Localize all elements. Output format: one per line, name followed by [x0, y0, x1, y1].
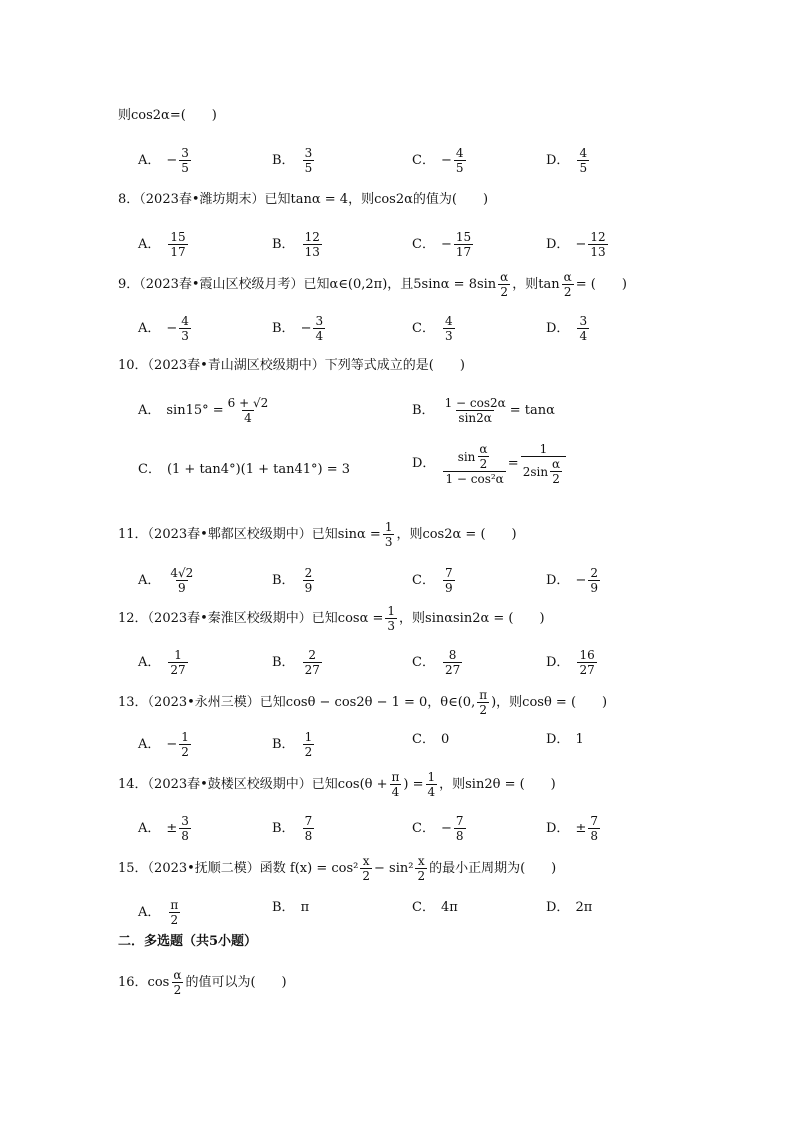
q11-option-a: [138, 566, 197, 595]
q15-option-d: [546, 898, 592, 918]
option-fraction: $\frac{\pi}{2}$: [170, 898, 179, 927]
option-sign: −: [575, 572, 587, 588]
option-fraction: $\frac{2}{9}$: [304, 566, 313, 595]
option-fraction: $\frac{1}{2}$: [304, 730, 313, 759]
option-label: B．: [272, 320, 295, 336]
option-sign: −: [166, 320, 178, 336]
option-fraction: $\frac{7}{8}$: [455, 814, 464, 843]
option-label: D．: [546, 572, 570, 588]
q10-option-c: C． (1 + tan4°)(1 + tan41°) = 3: [138, 462, 351, 477]
option-fraction: $\frac{15}{17}$: [455, 230, 472, 259]
q10-stem: 10．（2023春•青山湖区校级期中）下列等式成立的是( ): [118, 358, 465, 373]
option-fraction: $\frac{7}{8}$: [304, 814, 313, 843]
option-label: B．: [272, 736, 295, 752]
q10-option-a: A． sin15° = $\frac{6 + √2}{4}$: [138, 396, 269, 425]
q9-option-d: [546, 314, 591, 343]
option-fraction: $\frac{3}{8}$: [181, 814, 189, 843]
q12-option-d: [546, 648, 599, 677]
q9-option-a: [138, 314, 193, 343]
option-label: B．: [272, 820, 295, 836]
option-value: 4π: [440, 900, 458, 915]
option-label: B．: [272, 572, 295, 588]
option-label: D．: [546, 320, 570, 336]
option-value: 1: [575, 732, 584, 747]
option-label: C．: [412, 152, 435, 168]
q15-option-c: [412, 898, 458, 918]
q9-option-c: [412, 314, 457, 343]
option-label: A．: [138, 236, 161, 252]
option-fraction: $\frac{12}{13}$: [304, 230, 320, 259]
q15-option-a: [138, 898, 182, 927]
option-label: D．: [546, 732, 570, 747]
q16-stem: 16．cos $\frac{\alpha}{2}$ 的值可以为( ): [118, 968, 287, 997]
q13-option-c: [412, 730, 449, 750]
option-value: 2π: [575, 900, 593, 915]
option-fraction: $\frac{4}{3}$: [444, 314, 453, 343]
q7-option-d: [546, 146, 591, 175]
option-fraction: $\frac{8}{27}$: [444, 648, 461, 677]
option-label: A．: [138, 736, 161, 752]
q8-stem: 8．（2023春•潍坊期末）已知tanα = 4，则cos2α的值为( ): [118, 192, 489, 207]
option-label: B．: [272, 900, 295, 915]
q7-option-a: [138, 146, 193, 175]
option-label: A．: [138, 152, 161, 168]
q12-option-c: [412, 648, 464, 677]
option-fraction: $\frac{4√2}{9}$: [170, 566, 194, 595]
q13-option-b: [272, 730, 316, 759]
q14-option-d: [546, 814, 602, 843]
q9-stem-frac2: $\frac{\alpha}{2}$: [563, 270, 572, 299]
q14-stem: 14．（2023春•鼓楼区校级期中）已知cos(θ + $\frac{\pi}{4}$ ) = $\frac{1}{4}$ ，则sin2θ = ( ): [118, 770, 556, 799]
option-label: A．: [138, 320, 161, 336]
q14-option-b: [272, 814, 316, 843]
option-label: D．: [546, 152, 570, 168]
option-fraction: $\frac{3}{4}$: [579, 314, 588, 343]
option-sign: −: [300, 320, 312, 336]
q13-option-a: [138, 730, 193, 759]
option-label: D．: [546, 654, 570, 670]
q13-option-d: [546, 730, 584, 750]
option-sign: −: [575, 236, 587, 252]
option-label: A．: [138, 572, 161, 588]
option-fraction: $\frac{1}{2}$: [181, 730, 189, 759]
option-label: B．: [272, 654, 295, 670]
option-fraction: $\frac{3}{5}$: [181, 146, 189, 175]
q10-option-b: B． $\frac{1 - \cos 2\alpha}{\sin 2\alpha}$ = tanα: [412, 396, 555, 425]
option-sign: −: [440, 236, 452, 252]
q12-option-b: [272, 648, 324, 677]
q9-stem-frac1: $\frac{\alpha}{2}$: [500, 270, 509, 299]
q11-option-b: [272, 566, 316, 595]
option-sign: −: [440, 820, 452, 836]
option-fraction: $\frac{2}{27}$: [304, 648, 320, 677]
q7-stem-tail: 则cos2α=( ): [118, 108, 217, 123]
q10-option-d: D． sin $\frac{\alpha}{2}$ 1 − cos²α = 1 2sin $\frac{\alpha}{2}$: [412, 442, 568, 486]
q8-option-d: [546, 230, 610, 259]
option-fraction: $\frac{4}{3}$: [181, 314, 189, 343]
option-label: C．: [412, 572, 435, 588]
q14-option-a: [138, 814, 193, 843]
q8-option-b: [272, 230, 324, 259]
q14-option-c: [412, 814, 468, 843]
q7-option-c: [412, 146, 468, 175]
q11-option-d: [546, 566, 602, 595]
q11-option-c: [412, 566, 457, 595]
option-fraction: $\frac{4}{5}$: [455, 146, 464, 175]
option-fraction: $\frac{4}{5}$: [579, 146, 588, 175]
option-fraction: $\frac{12}{13}$: [590, 230, 606, 259]
option-fraction: $\frac{3}{5}$: [304, 146, 313, 175]
option-label: D．: [546, 820, 570, 836]
option-fraction: $\frac{2}{9}$: [590, 566, 598, 595]
option-sign: −: [440, 152, 452, 168]
option-label: D．: [546, 236, 570, 252]
q8-option-c: [412, 230, 475, 259]
option-label: C．: [412, 820, 435, 836]
option-fraction: $\frac{16}{27}$: [579, 648, 595, 677]
option-label: C．: [412, 654, 435, 670]
section-heading-multiple-choice: 二．多选题（共5小题）: [118, 934, 258, 949]
option-value: π: [300, 900, 310, 915]
q13-stem: 13．（2023•永州三模）已知cosθ − cos2θ − 1 = 0，θ∈(0, $\frac{\pi}{2}$ )，则cosθ = ( ): [118, 688, 608, 717]
option-label: B．: [272, 152, 295, 168]
option-label: A．: [138, 904, 161, 920]
q12-stem: 12．（2023春•秦淮区校级期中）已知cosα = $\frac{1}{3}$ ，则sinαsin2α = ( ): [118, 604, 545, 633]
option-sign: ±: [575, 820, 587, 836]
q15-stem: 15．（2023•抚顺二模）函数 f(x) = cos² $\frac{x}{2}$ − sin² $\frac{x}{2}$ 的最小正周期为( ): [118, 854, 557, 883]
option-label: A．: [138, 820, 161, 836]
option-label: C．: [412, 900, 435, 915]
option-label: C．: [412, 732, 435, 747]
option-sign: −: [166, 736, 178, 752]
option-label: A．: [138, 654, 161, 670]
option-label: C．: [412, 320, 435, 336]
option-fraction: $\frac{7}{8}$: [590, 814, 598, 843]
option-fraction: $\frac{7}{9}$: [444, 566, 453, 595]
q9-option-b: [272, 314, 327, 343]
option-sign: −: [166, 152, 178, 168]
option-fraction: $\frac{3}{4}$: [315, 314, 324, 343]
q12-option-a: [138, 648, 190, 677]
q7-option-b: [272, 146, 316, 175]
option-value: 0: [440, 732, 450, 747]
option-label: B．: [272, 236, 295, 252]
option-sign: ±: [166, 820, 178, 836]
option-fraction: $\frac{15}{17}$: [170, 230, 186, 259]
option-label: D．: [546, 900, 570, 915]
q8-option-a: [138, 230, 190, 259]
option-label: C．: [412, 236, 435, 252]
option-fraction: $\frac{1}{27}$: [170, 648, 186, 677]
q15-option-b: [272, 898, 309, 918]
q9-stem: 9．（2023春•霞山区校级月考）已知α∈(0,2π)，且5sinα = 8sin $\frac{\alpha}{2}$ ，则tan $\frac{\alpha}{2}$ = ( ): [118, 270, 627, 299]
q11-stem: 11．（2023春•郫都区校级期中）已知sinα = $\frac{1}{3}$ ，则cos2α = ( ): [118, 520, 517, 549]
